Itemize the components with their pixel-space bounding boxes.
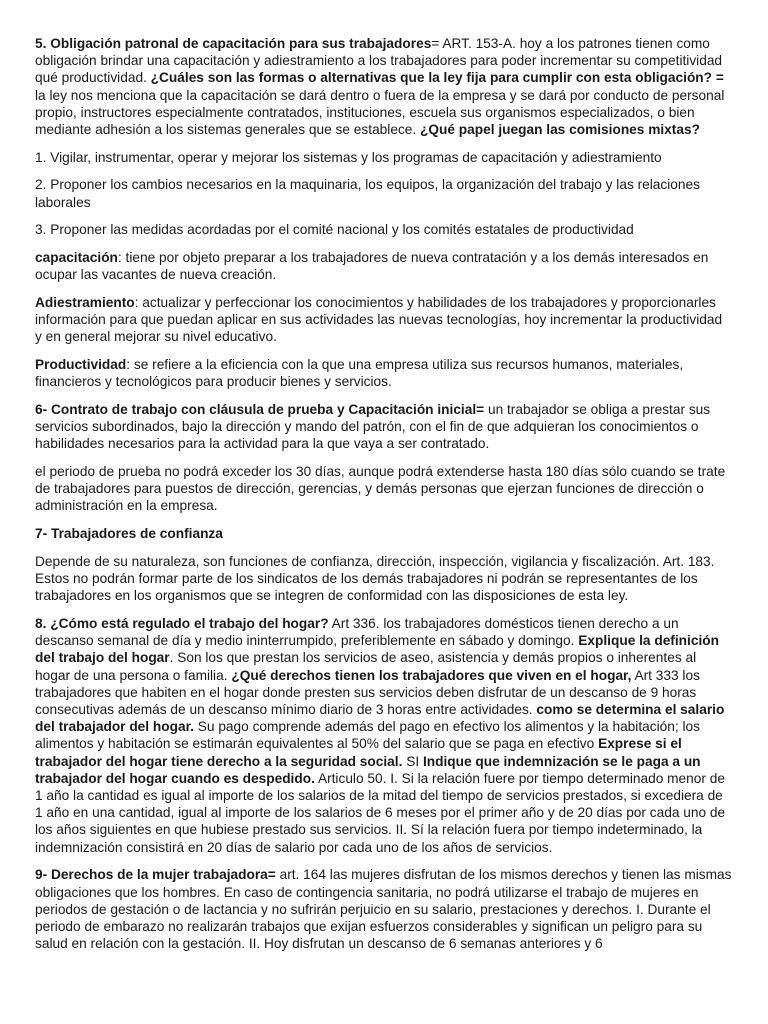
bold-text-segment: capacitación — [35, 250, 118, 266]
bold-text-segment: Exprese si el trabajador del hogar tiene derecho a la seguridad social. — [35, 736, 682, 769]
text-segment: 3. Proponer las medidas acordadas por el comité nacional y los comités estatales de productividad — [35, 222, 634, 238]
text-segment: . Son los que prestan los servicios de aseo, asistencia y demás propios o inherentes al hogar de una persona o familia. — [35, 650, 697, 683]
text-segment: Art 333 los trabajadores que habiten en el hogar donde presten sus servicios deben disfrutar de un descanso de 9 horas consecutivas además de un descanso mínimo diario de 3 horas entre actividades. — [35, 667, 700, 717]
paragraph-p12 — [35, 615, 732, 856]
paragraph-p9 — [35, 463, 732, 515]
bold-text-segment: Explique la definición del trabajo del hogar — [35, 633, 719, 666]
text-segment: el periodo de prueba no podrá exceder los 30 días, aunque podrá extenderse hasta 180 días sólo cuando se trate de trabajadores para puestos de dirección, gerencias, y demás personas que ejerzan funciones de dirección o administración en la empresa. — [35, 464, 726, 514]
paragraph-p2 — [35, 149, 732, 166]
text-segment: = ART. 153-A. hoy a los patrones tienen como obligación brindar una capacitación y adiestramiento a los trabajadores para poder incrementar su competitividad qué productividad. — [35, 36, 723, 86]
text-segment: 2. Proponer los cambios necesarios en la maquinaria, los equipos, la organización del trabajo y las relaciones laborales — [35, 177, 700, 210]
bold-text-segment: ¿Cuáles son las formas o alternativas que la ley fija para cumplir con esta obligación? = — [150, 70, 724, 86]
paragraph-p3 — [35, 176, 732, 210]
paragraph-p13 — [35, 866, 732, 952]
text-segment: art. 164 las mujeres disfrutan de los mismos derechos y tienen las mismas obligaciones que los hombres. En caso de contingencia sanitaria, no podrá utilizarse el trabajo de mujeres en periodos de gestación o de lactancia y no sufrirán perjuicio en su salario, prestaciones y derechos. I. Durante el periodo de embarazo no realizarán trabajos que exijan esfuerzos considerables y significan un peligro para su salud en relación con la gestación. II. Hoy disfrutan un descanso de 6 semanas anteriores y 6 — [35, 867, 732, 952]
bold-text-segment: 8. ¿Cómo está regulado el trabajo del hogar? — [35, 615, 329, 631]
paragraph-p4 — [35, 221, 732, 238]
paragraph-p8 — [35, 401, 732, 453]
text-segment: SI — [402, 753, 423, 769]
bold-text-segment: como se determina el salario del trabajador del hogar. — [35, 702, 725, 735]
text-segment: la ley nos menciona que la capacitación se dará dentro o fuera de la empresa y se dará por conducto de personal propio, instructores especialmente contratados, instituciones, escuela sus organismos especializados, o bien mediante adhesión a los sistemas generales que se establece. — [35, 87, 725, 138]
paragraph-p10 — [35, 525, 732, 542]
bold-text-segment: 7- Trabajadores de confianza — [35, 526, 223, 542]
text-segment: Depende de su naturaleza, son funciones de confianza, dirección, inspección, vigilancia y fiscalización. Art. 183. Estos no podrán formar parte de los sindicatos de los demás trabajadores ni podrán se representantes de los trabajadores en los organismos que se integren de conformidad con las disposiciones de esta ley. — [35, 553, 715, 604]
text-segment: : actualizar y perfeccionar los conocimientos y habilidades de los trabajadores y proporcionarles información para que puedan aplicar en sus actividades las nuevas tecnologías, hoy incrementar la productividad y en general mejorar su nivel educativo. — [35, 294, 723, 345]
bold-text-segment: ¿Qué papel juegan las comisiones mixtas? — [420, 122, 700, 138]
paragraph-p7 — [35, 356, 732, 390]
text-segment: un trabajador se obliga a prestar sus servicios subordinados, bajo la dirección y mando del patrón, con el fin de que adquieran los conocimientos o habilidades necesarios para la actividad para la que vaya a ser contratado. — [35, 401, 711, 452]
bold-text-segment: Indique que indemnización se le paga a un trabajador del hogar cuando es despedido. — [35, 753, 701, 786]
bold-text-segment: ¿Qué derechos tienen los trabajadores que viven en el hogar, — [231, 667, 632, 683]
bold-text-segment: 5. Obligación patronal de capacitación para sus trabajadores — [35, 36, 432, 51]
bold-text-segment: Productividad — [35, 357, 127, 373]
text-segment: Articulo 50. I. Si la relación fuere por tiempo determinado menor de 1 año la cantidad es igual al importe de los salarios de la mitad del tiempo de servicios prestados, si excediera de 1 año en una cantidad, igual al importe de los salarios de 6 meses por el primer año y de 20 días por cada uno de los años siguientes en que hubiese prestado sus servicios. II. Sí la relación fuera por tiempo indeterminado, la indemnización consistirá en 20 días de salario por cada uno de los años de servicios. — [35, 770, 726, 855]
bold-text-segment: 9- Derechos de la mujer trabajadora= — [35, 867, 276, 883]
bold-text-segment: 6- Contrato de trabajo con cláusula de prueba y Capacitación inicial= — [35, 401, 485, 417]
paragraph-p1 — [35, 35, 732, 138]
text-segment: 1. Vigilar, instrumentar, operar y mejorar los sistemas y los programas de capacitación y adiestramiento — [35, 149, 662, 165]
paragraph-p6 — [35, 294, 732, 346]
paragraph-p11 — [35, 553, 732, 605]
text-segment: Su pago comprende además del pago en efectivo los alimentos y la habitación; los alimentos y habitación se estimarán equivalentes al 50% del salario que se paga en efectivo — [35, 719, 700, 752]
paragraph-p5 — [35, 249, 732, 283]
text-segment: Art 336. los trabajadores domésticos tienen derecho a un descanso semanal de día y medio ininterrumpido, preferiblemente en sábado y domingo. — [35, 615, 679, 649]
text-segment: : se refiere a la eficiencia con la que una empresa utiliza sus recursos humanos, materiales, financieros y tecnológicos para producir bienes y servicios. — [35, 357, 684, 390]
bold-text-segment: Adiestramiento — [35, 294, 135, 310]
text-segment: : tiene por objeto preparar a los trabajadores de nueva contratación y a los demás interesados en ocupar las vacantes de nueva creación. — [35, 250, 709, 283]
